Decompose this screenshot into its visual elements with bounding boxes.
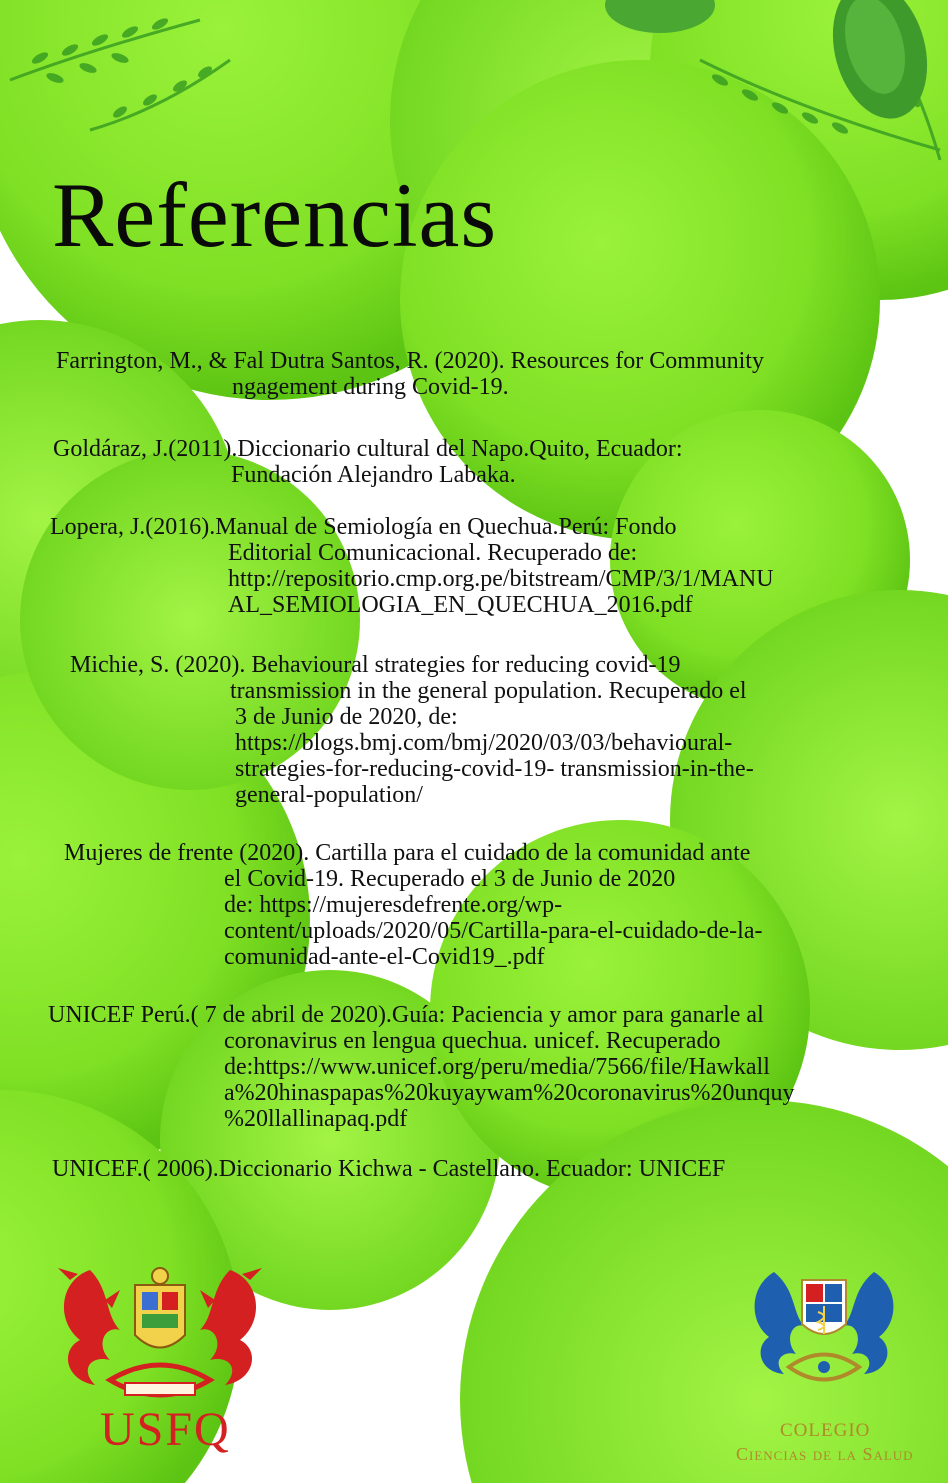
usfq-logo xyxy=(50,1260,270,1460)
reference-line: a%20hinaspapas%20kuyaywam%20coronavirus%20unquy xyxy=(224,1080,795,1106)
reference-line: https://blogs.bmj.com/bmj/2020/03/03/behavioural- xyxy=(235,730,733,756)
reference-line: strategies-for-reducing-covid-19- transmission-in-the- xyxy=(235,756,754,782)
reference-line: UNICEF.( 2006).Diccionario Kichwa - Castellano. Ecuador: UNICEF xyxy=(52,1156,726,1182)
reference-line: Goldáraz, J.(2011).Diccionario cultural del Napo.Quito, Ecuador: xyxy=(53,436,683,462)
reference-entry xyxy=(70,652,754,808)
reference-entry xyxy=(48,1002,795,1132)
usfq-wordmark: USFQ xyxy=(100,1403,231,1456)
reference-line: transmission in the general population. Recuperado el xyxy=(230,678,747,704)
reference-line: Fundación Alejandro Labaka. xyxy=(231,462,516,488)
reference-line: de: https://mujeresdefrente.org/wp- xyxy=(224,892,563,918)
reference-line: content/uploads/2020/05/Cartilla-para-el-cuidado-de-la- xyxy=(224,918,763,944)
reference-line: de:https://www.unicef.org/peru/media/7566/file/Hawkall xyxy=(224,1054,770,1080)
page-title: Referencias xyxy=(52,164,498,266)
reference-line: UNICEF Perú.( 7 de abril de 2020).Guía: Paciencia y amor para ganarle al xyxy=(48,1002,764,1028)
reference-line: comunidad-ante-el-Covid19_.pdf xyxy=(224,944,545,970)
reference-entry xyxy=(50,514,774,618)
reference-line: 3 de Junio de 2020, de: xyxy=(235,704,458,730)
reference-line: AL_SEMIOLOGIA_EN_QUECHUA_2016.pdf xyxy=(228,592,693,618)
reference-line: ngagement during Covid-19. xyxy=(232,374,509,400)
reference-line: Editorial Comunicacional. Recuperado de: xyxy=(228,540,638,566)
reference-line: general-population/ xyxy=(235,782,423,808)
reference-line: http://repositorio.cmp.org.pe/bitstream/CMP/3/1/MANU xyxy=(228,566,774,592)
reference-entry xyxy=(53,436,683,488)
reference-line: coronavirus en lengua quechua. unicef. Recuperado xyxy=(224,1028,721,1054)
colegio-logo xyxy=(728,1262,938,1472)
reference-line: Michie, S. (2020). Behavioural strategies for reducing covid-19 xyxy=(70,652,681,678)
reference-line: el Covid-19. Recuperado el 3 de Junio de 2020 xyxy=(224,866,676,892)
reference-entry xyxy=(52,1156,725,1182)
usfq-dragon-crest-icon xyxy=(50,1260,270,1410)
reference-entry xyxy=(64,840,762,970)
reference-entry xyxy=(56,348,764,400)
colegio-title: COLEGIO xyxy=(780,1420,871,1441)
colegio-dragon-crest-icon xyxy=(744,1262,904,1402)
reference-line: Mujeres de frente (2020). Cartilla para el cuidado de la comunidad ante xyxy=(64,840,751,866)
reference-line: Lopera, J.(2016).Manual de Semiología en Quechua.Perú: Fondo xyxy=(50,514,677,540)
colegio-subtitle: Ciencias de la Salud xyxy=(736,1444,914,1464)
reference-line: Farrington, M., & Fal Dutra Santos, R. (2020). Resources for Community xyxy=(56,348,764,374)
reference-line: %20llallinapaq.pdf xyxy=(224,1106,408,1132)
